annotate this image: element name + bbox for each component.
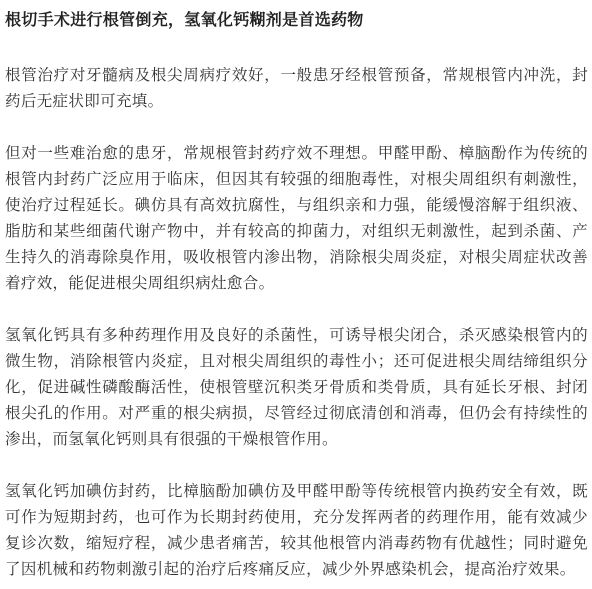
article-paragraph-3: 氢氧化钙具有多种药理作用及良好的杀菌性，可诱导根尖闭合，杀灭感染根管内的微生物，消除根管内炎症，且对根尖周组织的毒性小；还可促进根尖周结缔组织分化，促进碱性磷酸酶活性，使根管壁沉积类牙骨质和类骨质，具有延长牙根、封闭根尖孔的作用。对严重的根尖病损，尽管经过彻底清创和消毒，但仍会有持续性的渗出，而氢氧化钙则具有很强的干燥根管作用。: [5, 326, 588, 448]
article-paragraph-4: 氢氧化钙加碘仿封药，比樟脑酚加碘仿及甲醛甲酚等传统根管内换药安全有效，既可作为短期封药，也可作为长期封药使用，充分发挥两者的药理作用，能有效减少复诊次数，缩短疗程，减少患者痛苦，较其他根管内消毒药物有优越性；同时避免了因机械和药物刺激引起的治疗后疼痛反应，减少外界感染机会，提高治疗效果。: [5, 482, 588, 578]
article-paragraph-2: 但对一些难治愈的患牙，常规根管封药疗效不理想。甲醛甲酚、樟脑酚作为传统的根管内封药广泛应用于临床，但因其有较强的细胞毒性，对根尖周组织有刺激性，使治疗过程延长。碘仿具有高效抗腐性，与组织亲和力强，能缓慢溶解于组织液、脂肪和某些细菌代谢产物中，并有较高的抑菌力，对组织无刺激性，起到杀菌、产生持久的消毒除臭作用，吸收根管内渗出物，消除根尖周炎症，对根尖周症状改善着疗效，能促进根尖周组织病灶愈合。: [5, 144, 588, 292]
article: [5, 0, 588, 582]
article-title: 根切手术进行根管倒充，氢氧化钙糊剂是首选药物: [5, 10, 364, 29]
article-paragraph-1: 根管治疗对牙髓病及根尖周病疗效好，一般患牙经根管预备，常规根管内冲洗，封药后无症状即可充填。: [5, 66, 588, 110]
